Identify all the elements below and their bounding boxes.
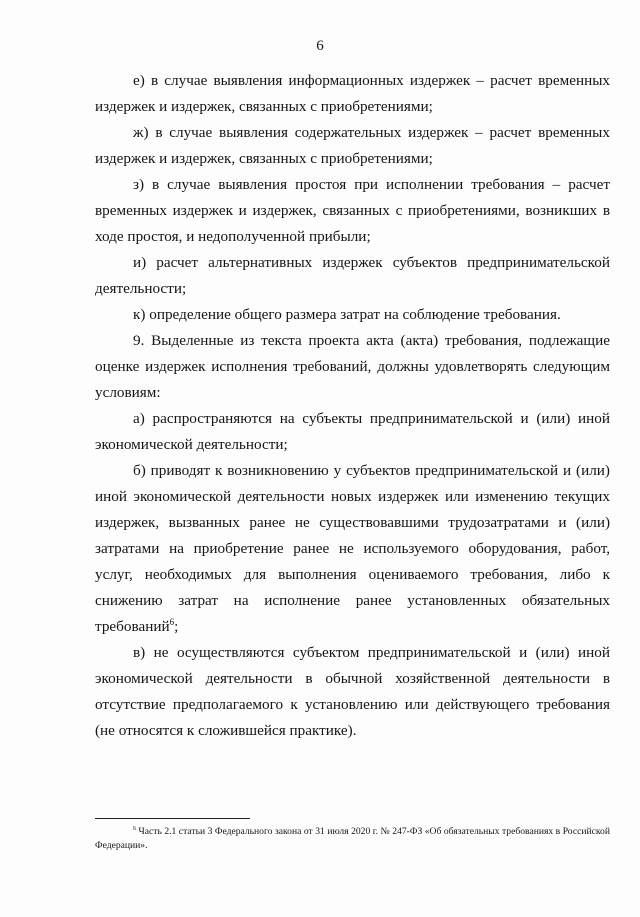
paragraph-item-i: и) расчет альтернативных издержек субъектов предпринимательской деятельности;: [95, 254, 610, 297]
footnote-mark: 6: [133, 825, 136, 832]
paragraph-item-b-end: ;: [174, 618, 179, 635]
paragraph-item-b-text: б) приводят к возникновению у субъектов предпринимательской и (или) иной экономической деятельности новых издержек или изменению текущих издержек, вызванных ранее не существовавшими трудозатратами и (или) затратами на приобретение ранее не используемого оборудования, работ, услуг, необходимых для выполнения оцениваемого требования, либо к снижению затрат на исполнение ранее установленных обязательных требований: [95, 462, 610, 635]
page-number: 6: [316, 38, 324, 54]
footnote-reference[interactable]: 6: [169, 616, 175, 627]
footnote-text: Часть 2.1 статьи 3 Федерального закона от 31 июля 2020 г. № 247-ФЗ «Об обязательных требованиях в Российской Федерации».: [95, 826, 610, 851]
paragraph-section-9: 9. Выделенные из текста проекта акта (акта) требования, подлежащие оценке издержек исполнения требований, должны удовлетворять следующим условиям:: [95, 332, 610, 401]
document-body: [95, 68, 610, 744]
paragraph-item-v: в) не осуществляются субъектом предпринимательской и (или) иной экономической деятельности в обычной хозяйственной деятельности в отсутствие предполагаемого к установлению или действующего требования (не относятся к сложившейся практике).: [95, 644, 610, 739]
paragraph-item-k: к) определение общего размера затрат на соблюдение требования.: [133, 306, 561, 323]
paragraph-item-e: е) в случае выявления информационных издержек – расчет временных издержек и издержек, связанных с приобретениями;: [95, 72, 610, 115]
paragraph-item-b: [95, 458, 610, 640]
footnote-divider: [95, 818, 250, 819]
paragraph-item-z: з) в случае выявления простоя при исполнении требования – расчет временных издержек и издержек, связанных с приобретениями, возникших в ходе простоя, и недополученной прибыли;: [95, 176, 610, 245]
footnote: [95, 825, 610, 853]
paragraph-item-zh: ж) в случае выявления содержательных издержек – расчет временных издержек и издержек, связанных с приобретениями;: [95, 124, 610, 167]
paragraph-item-a: а) распространяются на субъекты предпринимательской и (или) иной экономической деятельности;: [95, 410, 610, 453]
